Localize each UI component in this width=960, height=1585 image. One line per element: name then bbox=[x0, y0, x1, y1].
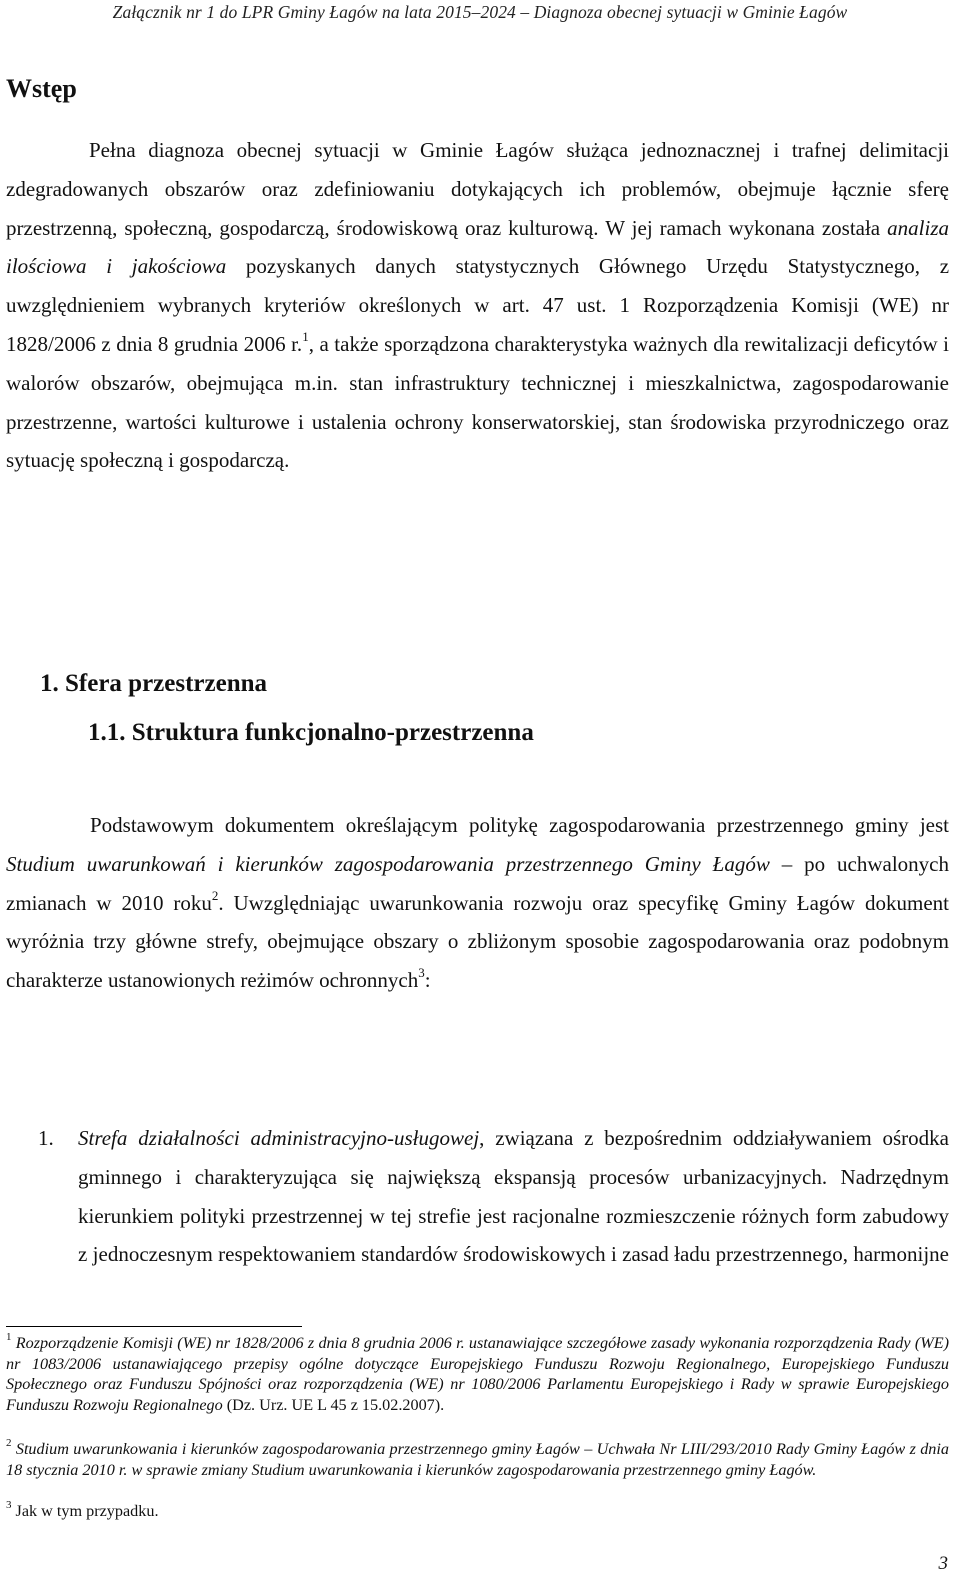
footnote-2-number: 2 bbox=[6, 1436, 12, 1449]
footnote-2-italic: Studium uwarunkowania i kierunków zagospodarowania przestrzennego gminy Łagów – Uchwała Nr LIII/293/2010 Rady Gminy Łagów z dnia 18 stycznia 2010 r. w sprawie zmiany Studium uwarunkowania i kierunków zagospodarowania przestrzennego gminy Łagów. bbox=[6, 1440, 949, 1479]
subsection-heading: 1.1. Struktura funkcjonalno-przestrzenna bbox=[88, 719, 534, 746]
list-item-body: , związana z bezpośrednim oddziaływaniem ośrodka gminnego i charakteryzująca się największą ekspansją procesów urbanizacyjnych. Nadrzędnym kierunkiem polityki przestrzennej w tej strefie jest racjonalne rozmieszczenie różnych form zabudowy z jednoczesnym respektowaniem standardów środowiskowych i zasad ładu przestrzennego, harmonijne bbox=[78, 1126, 949, 1267]
footnote-1-tail: (Dz. Urz. UE L 45 z 15.02.2007). bbox=[222, 1395, 445, 1414]
section-heading: 1. Sfera przestrzenna bbox=[40, 670, 268, 697]
list-item bbox=[6, 1119, 949, 1274]
section-text-b: – po uchwalonych zmianach w 2010 roku bbox=[6, 851, 949, 915]
section-text-c: . Uwzględniając uwarunkowania rozwoju oraz specyfikę Gminy Łagów dokument wyróżnia trzy główne strefy, obejmujące obszary o zbliżonym sposobie zagospodarowania oraz podobnym charakterze ustanowionych reżimów ochronnych bbox=[6, 890, 949, 993]
footnote-ref-1[interactable]: 1 bbox=[302, 328, 309, 344]
footnote-ref-3[interactable]: 3 bbox=[418, 965, 425, 981]
footnote-1-number: 1 bbox=[6, 1330, 12, 1343]
section-italic: Studium uwarunkowań i kierunków zagospodarowania przestrzennego Gminy Łagów bbox=[6, 851, 770, 876]
footnote-2 bbox=[6, 1436, 949, 1480]
page-number: 3 bbox=[938, 1553, 948, 1574]
intro-heading: Wstęp bbox=[6, 74, 77, 103]
running-header: Załącznik nr 1 do LPR Gminy Łagów na lata 2015–2024 – Diagnoza obecnej sytuacji w Gminie Łagów bbox=[112, 2, 848, 22]
footnote-3-text: Jak w tym przypadku. bbox=[11, 1502, 159, 1520]
list-item-italic: Strefa działalności administracyjno-usługowej bbox=[78, 1126, 480, 1150]
footnote-ref-2[interactable]: 2 bbox=[211, 887, 219, 903]
footnote-separator bbox=[6, 1326, 302, 1327]
section-text-d: : bbox=[424, 968, 431, 993]
section-text-a: Podstawowym dokumentem określającym politykę zagospodarowania przestrzennego gminy jest bbox=[90, 813, 949, 837]
footnote-1-italic: Rozporządzenie Komisji (WE) nr 1828/2006 z dnia 8 grudnia 2006 r. ustanawiające szczegółowe zasady wykonania rozporządzenia Rady (WE) nr 1083/2006 ustanawiającego przepisy ogólne dotyczące Europejskiego Funduszu Rozwoju Regionalnego, Europejskiego Funduszu Społecznego oraz Funduszu Spójności oraz rozporządzenia (WE) nr 1080/2006 Parlamentu Europejskiego i Rady w sprawie Europejskiego Funduszu Rozwoju Regionalnego bbox=[6, 1334, 949, 1414]
footnote-1 bbox=[6, 1330, 949, 1415]
list-item-number: 1. bbox=[38, 1126, 54, 1150]
intro-text-a: Pełna diagnoza obecnej sytuacji w Gminie Łagów służąca jednoznacznej i trafnej delimitacji zdegradowanych obszarów oraz zdefiniowaniu dotykających ich problemów, obejmuje łącznie sferę przestrzenną, społeczną, gospodarczą, środowiskową oraz kulturową. W jej ramach wykonana została bbox=[6, 138, 949, 240]
intro-text-b: pozyskanych danych statystycznych Głównego Urzędu Statystycznego, z uwzględnieniem wybranych kryteriów określonych w art. 47 ust. 1 Rozporządzenia Komisji (WE) nr 1828/2006 z dnia 8 grudnia 2006 r. bbox=[6, 254, 950, 356]
list-item-text bbox=[78, 1119, 949, 1274]
footnote-3-number: 3 bbox=[6, 1498, 12, 1511]
section-paragraph bbox=[6, 806, 949, 1000]
intro-text-c: , a także sporządzona charakterystyka ważnych dla rewitalizacji deficytów i walorów obszarów, obejmująca m.in. stan infrastruktury technicznej i mieszkalnictwa, zagospodarowanie przestrzenne, wartości kulturowe i ustalenia ochrony konserwatorskiej, stan środowiska przyrodniczego oraz sytuację społeczną i gospodarczą. bbox=[6, 331, 949, 473]
intro-paragraph bbox=[6, 131, 949, 480]
intro-italic: analiza ilościowa i jakościowa bbox=[6, 215, 949, 279]
footnote-3 bbox=[6, 1498, 949, 1522]
